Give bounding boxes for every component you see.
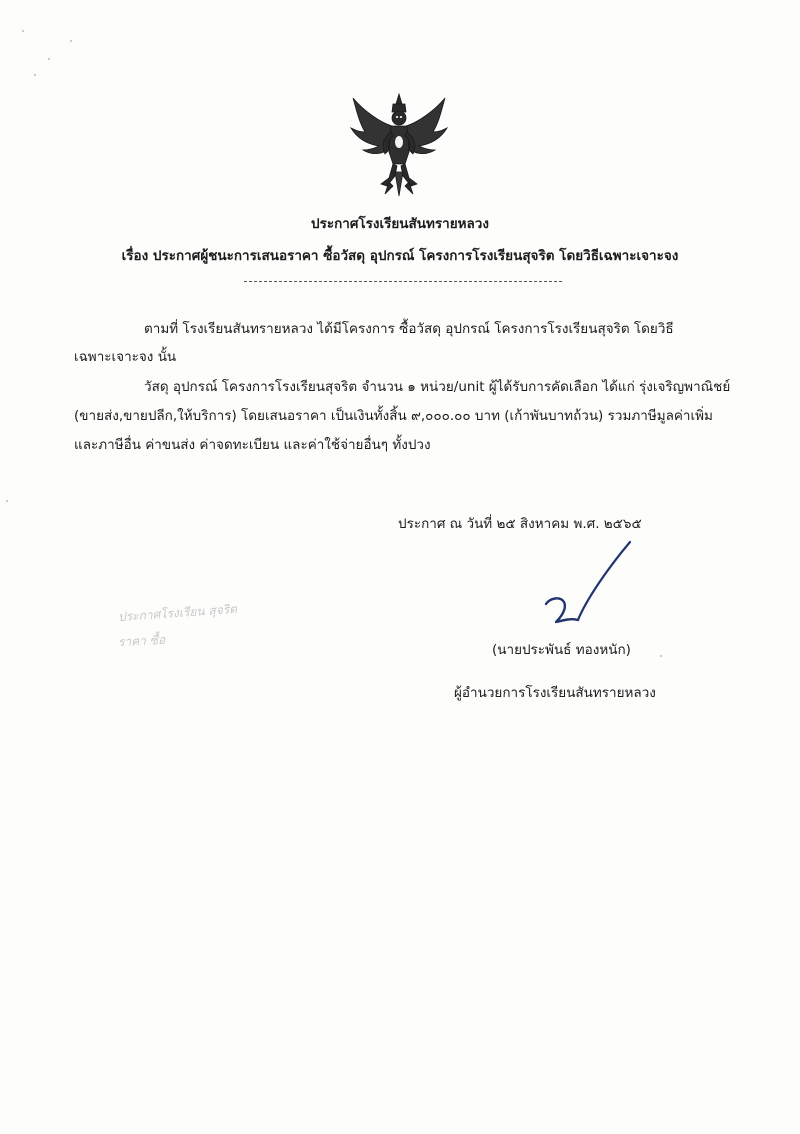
bleed-through-line-1: ประกาศโรงเรียน สุจริต xyxy=(117,601,238,625)
scan-speck xyxy=(48,58,50,60)
scan-speck xyxy=(660,655,662,657)
bleed-through-line-2: ราคา ซื้อ xyxy=(117,632,166,650)
body-paragraph-1-line-1: ตามที่ โรงเรียนสันทรายหลวง ได้มีโครงการ ซื้อวัสดุ อุปกรณ์ โครงการโรงเรียนสุจริต โดยวิธี xyxy=(144,321,674,337)
signatory-position: ผู้อำนวยการโรงเรียนสันทรายหลวง xyxy=(454,685,656,701)
announcement-title: ประกาศโรงเรียนสันทรายหลวง xyxy=(311,216,489,232)
title-divider xyxy=(244,281,562,282)
announcement-date: ประกาศ ณ วันที่ ๒๕ สิงหาคม พ.ศ. ๒๕๖๕ xyxy=(398,516,642,532)
body-paragraph-2-line-1: วัสดุ อุปกรณ์ โครงการโรงเรียนสุจริต จำนวน ๑ หน่วย/unit ผู้ได้รับการคัดเลือก ได้แก่ รุ่งเจริญพาณิชย์ xyxy=(144,379,731,395)
announcement-subject: เรื่อง ประกาศผู้ชนะการเสนอราคา ซื้อวัสดุ อุปกรณ์ โครงการโรงเรียนสุจริต โดยวิธีเฉพาะเจาะจง xyxy=(121,248,679,264)
signature-icon xyxy=(538,540,638,650)
scan-speck xyxy=(34,74,36,76)
scan-speck xyxy=(22,30,24,32)
garuda-emblem-icon xyxy=(349,92,449,200)
body-paragraph-1-line-2: เฉพาะเจาะจง นั้น xyxy=(74,349,177,365)
body-paragraph-2-line-2: (ขายส่ง,ขายปลีก,ให้บริการ) โดยเสนอราคา เป็นเงินทั้งสิ้น ๙,๐๐๐.๐๐ บาท (เก้าพันบาทถ้วน) รวมภาษีมูลค่าเพิ่ม xyxy=(74,408,713,424)
scan-speck xyxy=(6,500,8,502)
signatory-name: (นายประพันธ์ ทองหนัก) xyxy=(492,642,631,658)
body-paragraph-2-line-3: และภาษีอื่น ค่าขนส่ง ค่าจดทะเบียน และค่าใช้จ่ายอื่นๆ ทั้งปวง xyxy=(74,437,431,453)
scan-speck xyxy=(70,40,72,42)
